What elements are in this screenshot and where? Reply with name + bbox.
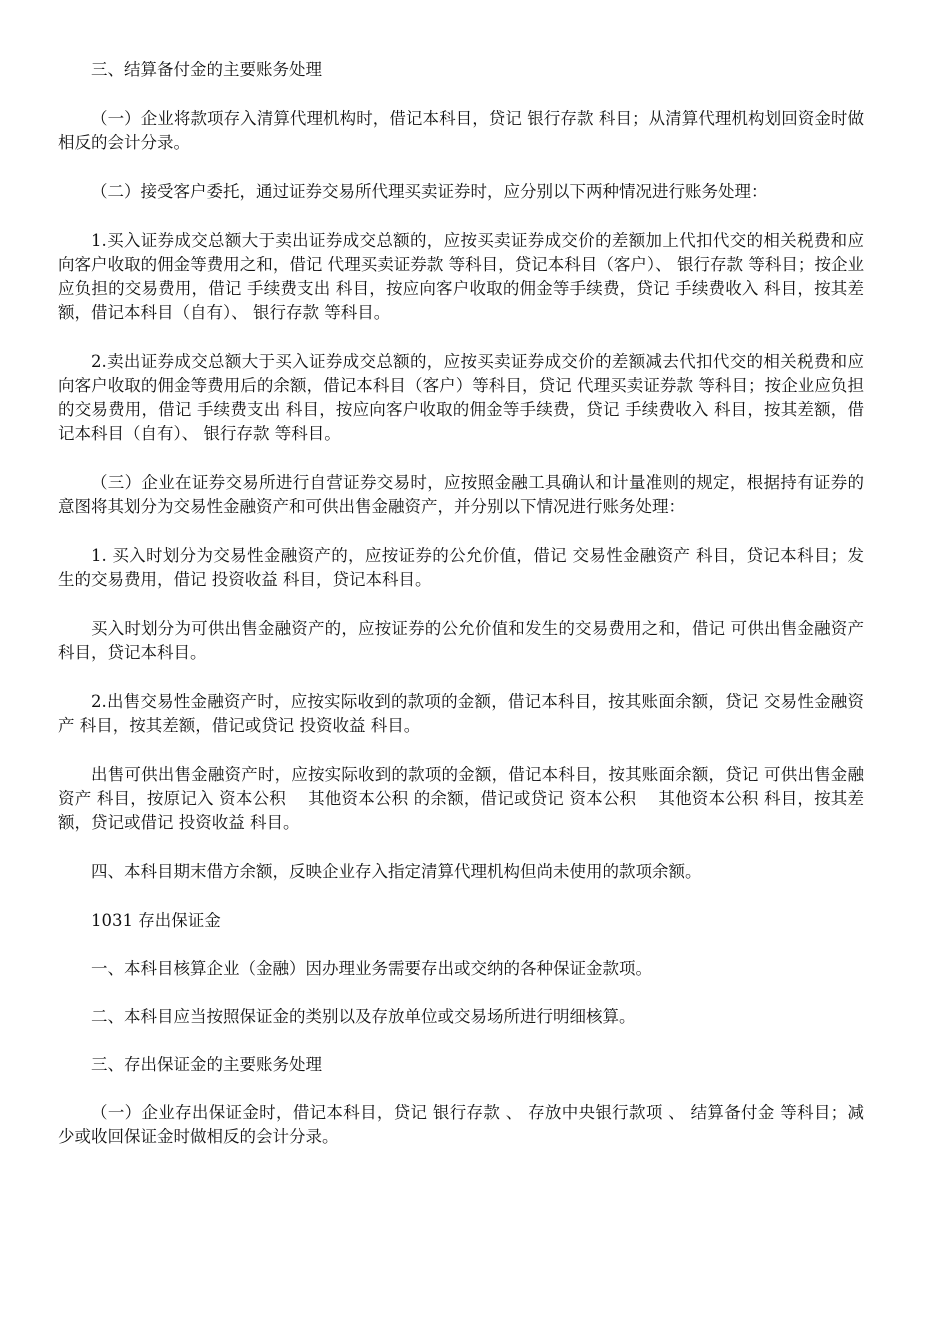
paragraph: 出售可供出售金融资产时，应按实际收到的款项的金额，借记本科目，按其账面余额，贷记 可供出售金融资产 科目，按原记入 资本公积 其他资本公积 的余额，借记或贷记 资本公积 其他资本公积 科目，按其差额，贷记或借记 投资收益 科目。 <box>58 765 864 832</box>
paragraph: 1. 买入时划分为交易性金融资产的，应按证券的公允价值，借记 交易性金融资产 科目，贷记本科目；发生的交易费用，借记 投资收益 科目，贷记本科目。 <box>58 546 864 589</box>
paragraph: 四、本科目期末借方余额，反映企业存入指定清算代理机构但尚未使用的款项余额。 <box>91 862 702 881</box>
section-heading: 三、存出保证金的主要账务处理 <box>91 1055 322 1074</box>
paragraph: 1.买入证券成交总额大于卖出证券成交总额的，应按买卖证券成交价的差额加上代扣代交的相关税费和应向客户收取的佣金等费用之和，借记 代理买卖证券款 等科目，贷记本科目（客户）、 银行存款 等科目；按企业应负担的交易费用，借记 手续费支出 科目，按应向客户收取的佣金等手续费，贷记 手续费收入 科目，按其差额，借记本科目（自有）、 银行存款 等科目。 <box>58 231 864 322</box>
paragraph: （二）接受客户委托，通过证券交易所代理买卖证券时，应分别以下两种情况进行账务处理： <box>91 182 768 201</box>
paragraph: 二、本科目应当按照保证金的类别以及存放单位或交易场所进行明细核算。 <box>91 1007 636 1026</box>
section-heading: 三、结算备付金的主要账务处理 <box>91 60 322 79</box>
paragraph: （一）企业存出保证金时，借记本科目，贷记 银行存款 、 存放中央银行款项 、 结算备付金 等科目；减少或收回保证金时做相反的会计分录。 <box>58 1103 864 1146</box>
paragraph: 买入时划分为可供出售金融资产的，应按证券的公允价值和发生的交易费用之和，借记 可供出售金融资产 科目，贷记本科目。 <box>58 619 864 662</box>
paragraph: （三）企业在证券交易所进行自营证券交易时，应按照金融工具确认和计量准则的规定，根据持有证券的意图将其划分为交易性金融资产和可供出售金融资产，并分别以下情况进行账务处理： <box>58 473 864 516</box>
paragraph: 2.卖出证券成交总额大于买入证券成交总额的，应按买卖证券成交价的差额减去代扣代交的相关税费和应向客户收取的佣金等费用后的余额，借记本科目（客户）等科目，贷记 代理买卖证券款 等科目；按企业应负担的交易费用，借记 手续费支出 科目，按应向客户收取的佣金等手续费，贷记 手续费收入 科目，按其差额，借记本科目（自有）、 银行存款 等科目。 <box>58 352 864 443</box>
paragraph: （一）企业将款项存入清算代理机构时，借记本科目，贷记 银行存款 科目；从清算代理机构划回资金时做相反的会计分录。 <box>58 109 864 152</box>
paragraph: 2.出售交易性金融资产时，应按实际收到的款项的金额，借记本科目，按其账面余额，贷记 交易性金融资产 科目，按其差额，借记或贷记 投资收益 科目。 <box>58 692 864 735</box>
document-page <box>58 58 864 1173</box>
account-heading: 1031 存出保证金 <box>91 911 221 930</box>
paragraph: 一、本科目核算企业（金融）因办理业务需要存出或交纳的各种保证金款项。 <box>91 959 652 978</box>
